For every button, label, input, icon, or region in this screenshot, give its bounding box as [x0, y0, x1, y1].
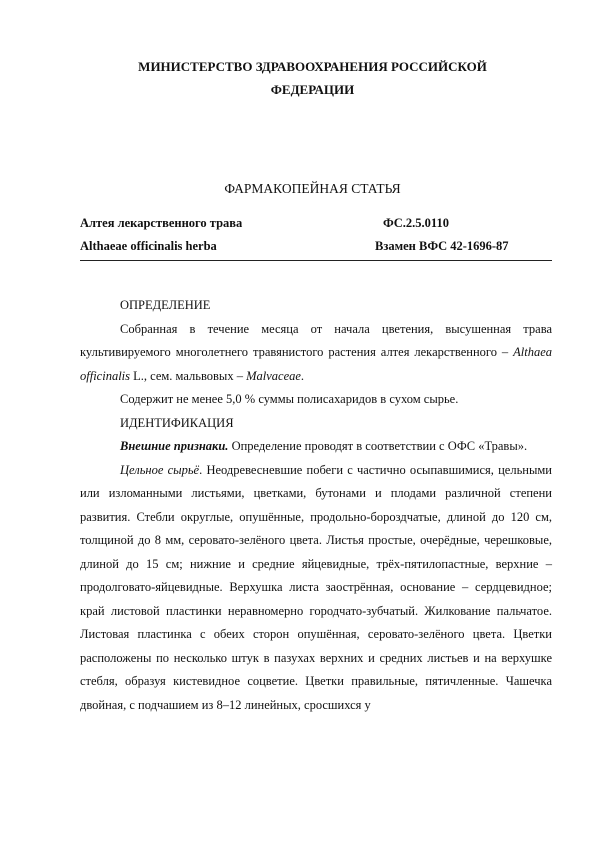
replaces-reference: Взамен ВФС 42-1696-87	[375, 239, 509, 253]
latin-species-name: Althaea officinalis	[80, 345, 552, 383]
latin-family-name: Malvaceae	[246, 368, 301, 383]
section-heading-identification: ИДЕНТИФИКАЦИЯ	[120, 415, 234, 430]
ministry-title-line-1: МИНИСТЕРСТВО ЗДРАВООХРАНЕНИЯ РОССИЙСКОЙ	[138, 59, 487, 74]
external-signs-lead: Внешние признаки.	[120, 439, 229, 453]
whole-raw-lead: Цельное сырьё	[120, 462, 200, 477]
section-heading-definition: ОПРЕДЕЛЕНИЕ	[120, 298, 211, 312]
whole-raw-material-paragraph	[80, 459, 552, 718]
definition-text-part-3: .	[300, 368, 305, 383]
external-signs-text: Определение проводят в соответствии с ОФС «Травы».	[228, 439, 528, 453]
monograph-name-russian: Алтея лекарственного трава	[80, 216, 243, 230]
monograph-code: ФС.2.5.0110	[383, 216, 449, 230]
ministry-title-line-2: ФЕДЕРАЦИИ	[270, 82, 355, 97]
definition-text-part-1: Собранная в течение месяца от начала цветения, высушенная трава культивируемого многолетнего травянистого растения алтея лекарственного –	[80, 321, 552, 359]
monograph-name-latin: Althaeae officinalis herba	[80, 239, 217, 253]
external-signs-paragraph	[80, 435, 552, 459]
document-type-title: ФАРМАКОПЕЙНАЯ СТАТЬЯ	[224, 181, 401, 196]
definition-text-part-2: L., сем. мальвовых –	[130, 368, 247, 383]
document-body	[80, 294, 552, 717]
whole-raw-text: . Неодревесневшие побеги с частично осыпавшимися, цельными или изломанными листьями, цветками, бутонами и плодами различной степени развития. Стебли округлые, опушённые, продольно-бороздчатые, длиной до 120 см, толщиной до 8 мм, серовато-зелёного цвета. Листья простые, очерёдные, черешковые, длиной до 15 см; нижние и средние яйцевидные, трёх-пятилопастные, верхние – продолговато-яйцевидные. Верхушка листа заострённая, основание – сердцевидное; край листовой пластинки неравномерно городчато-зубчатый. Жилкование пальчатое. Листовая пластинка с обеих сторон опушённая, серовато-зелёного цвета. Цветки расположены по несколько штук в пазухах верхних и средних листьев и на верхушке стебля, образуя кистевидное соцветие. Цветки правильные, пятичленные. Чашечка двойная, с подчашием из 8–12 линейных, сросшихся у	[80, 462, 552, 712]
content-paragraph: Содержит не менее 5,0 % суммы полисахаридов в сухом сырье.	[120, 392, 459, 406]
definition-paragraph	[80, 318, 552, 389]
header-divider	[80, 260, 552, 261]
